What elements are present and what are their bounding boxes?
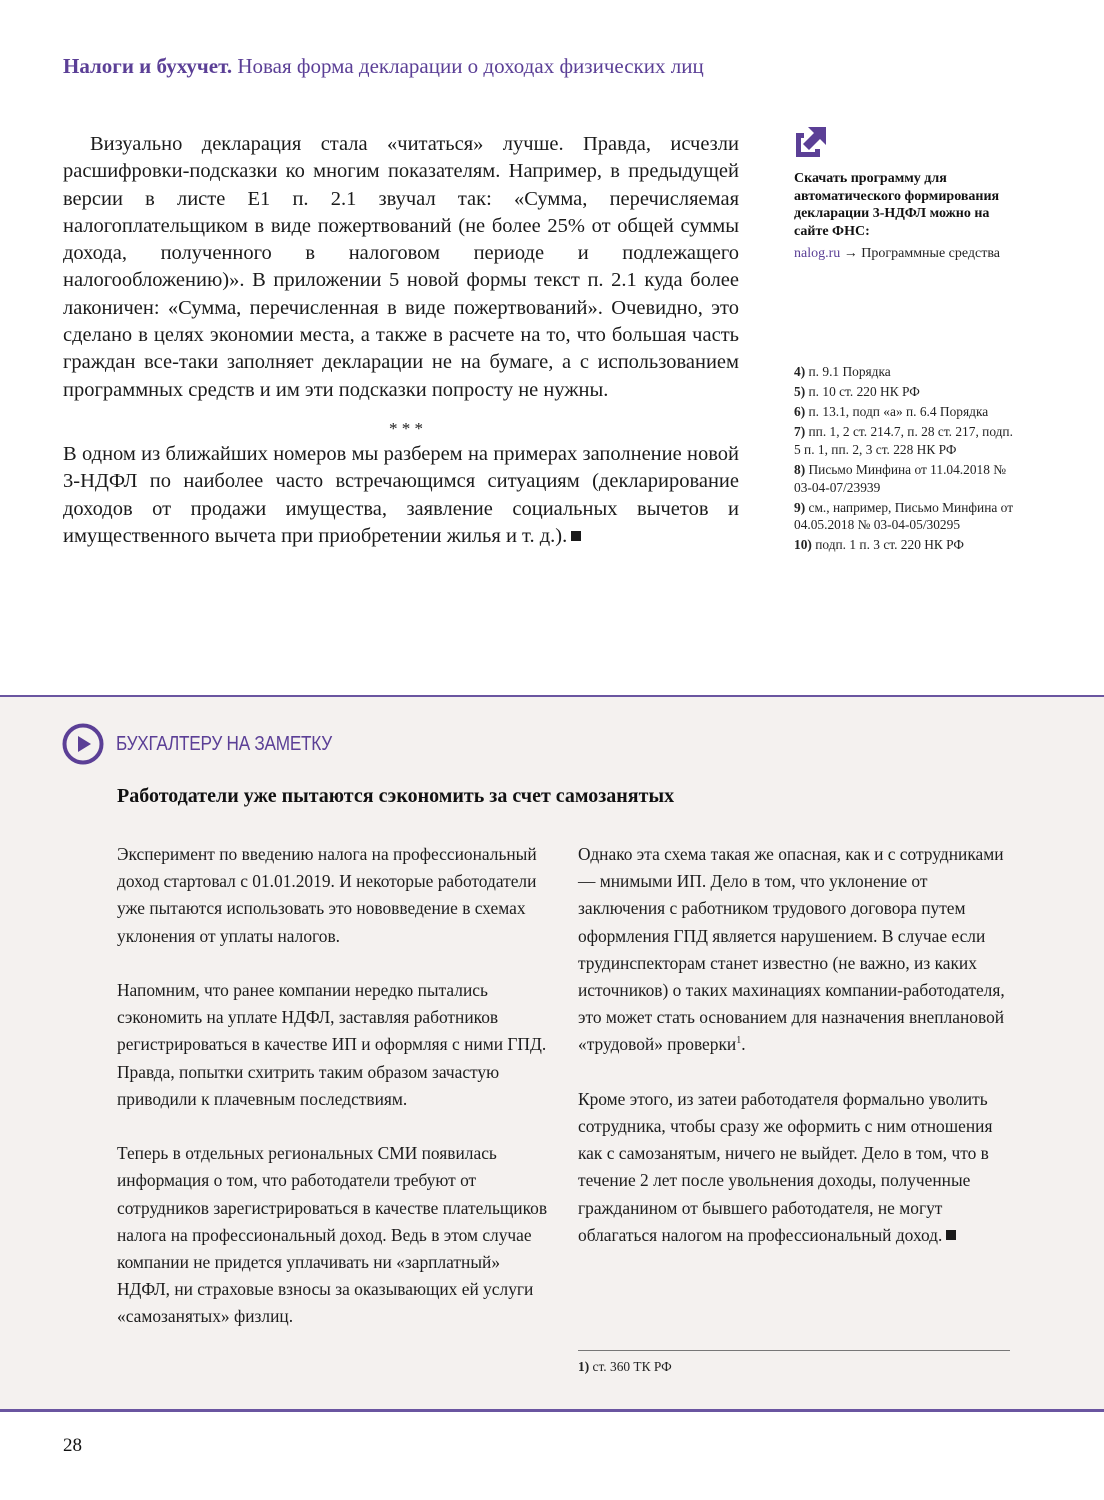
box-left-column [117,841,557,1358]
box-label: БУХГАЛТЕРУ НА ЗАМЕТКУ [116,732,332,755]
section-separator: * * * [389,418,423,438]
footnote-number: 5) [794,384,806,400]
box-right-column [578,841,1018,1276]
download-path [794,245,1014,263]
footnotes-list [794,363,1019,556]
box-paragraph [578,841,1018,1059]
footnote-text: п. 9.1 Порядка [808,364,891,379]
article-title: Новая форма декларации о доходах физических лиц [237,54,704,78]
external-link-icon [794,125,828,159]
end-mark-icon [571,531,581,541]
footnote-item [794,461,1019,496]
section-name: Налоги и бухучет. [63,54,233,78]
footnote-item [794,423,1019,458]
footnote-ref[interactable]: 1 [736,1035,742,1047]
footnote-number: 1) [578,1359,590,1374]
footnote-text: см., например, Письмо Минфина от 04.05.2018 № 03-04-05/30295 [794,499,1014,533]
arrow-icon: → [843,246,858,262]
nalog-link[interactable]: nalog.ru [794,246,841,262]
footnote-text: подп. 1 п. 3 ст. 220 НК РФ [815,537,964,553]
footnote-number: 6) [794,404,806,420]
closing-paragraph [63,441,739,550]
footnote-item [794,403,1019,421]
box-paragraph: Эксперимент по введению налога на профессиональный доход стартовал с 01.01.2019. И некоторые работодатели уже пытаются использовать это нововведение в схемах уклонения от уплаты налогов. [117,844,537,946]
box-paragraph: Теперь в отдельных региональных СМИ появилась информация о том, что работодатели требуют от сотрудников зарегистрироваться в качестве плательщиков налога на профессиональный доход. Ведь в этом случае компании не придется уплачивать ни «зарплатный» НДФЛ, ни страховые взносы за оказывающих ей услуги «самозанятых» физлиц. [117,1143,548,1327]
box-footnote [578,1359,672,1375]
box-title: Работодатели уже пытаются сэкономить за счет самозанятых [117,785,675,807]
main-article-column [63,131,739,550]
body-paragraph: Визуально декларация стала «читаться» лучше. Правда, исчезли расшифровки-подсказки ко многим показателям. Например, в предыдущей версии в листе Е1 п. 2.1 звучал так: «Сумма, перечисляемая налогоплательщиком в виде пожертвований (не более 25% от общей суммы дохода, полученного в налоговом периоде и подлежащего налогообложению)». В приложении 5 новой формы текст п. 2.1 куда более лаконичен: «Сумма, перечисленная в виде пожертвований». Очевидно, это сделано в целях экономии места, а также в расчете на то, что большая часть граждан все-таки заполняет декларации не на бумаге, а с использованием программных средств и им эти подсказки попросту не нужны. [63,133,739,401]
accountant-note-box [0,695,1104,1412]
end-mark-icon [946,1230,956,1240]
box-paragraph: Напомним, что ранее компании нередко пытались сэкономить на уплате НДФЛ, заставляя работников регистрироваться в качестве ИП и оформляя с ними ГПД. Правда, попытки схитрить таким образом зачастую приводили к плачевным последствиям. [117,980,547,1109]
running-header [63,54,704,79]
footnote-text: пп. 1, 2 ст. 214.7, п. 28 ст. 217, подп. 5 п. 1, пп. 2, 3 ст. 228 НК РФ [794,424,1013,457]
page-number: 28 [63,1435,82,1456]
download-title: Скачать программу для автоматического формирования декларации 3-НДФЛ можно на сайте ФНС: [794,171,1000,239]
footnote-number: 7) [794,424,806,440]
footnote-number: 8) [794,461,806,477]
footnote-item [794,383,1019,401]
download-sidebar [794,125,1014,263]
box-paragraph [578,1086,1018,1249]
paragraph-end: . [741,1034,746,1055]
footnote-divider [578,1350,1010,1351]
footnote-item [794,536,1019,554]
box-header [62,723,367,765]
footnote-number: 4) [794,364,806,379]
footnote-text: ст. 360 ТК РФ [592,1359,672,1374]
path-text: Программные средства [861,246,1001,262]
footnote-number: 9) [794,499,806,515]
closing-text: В одном из ближайших номеров мы разберем на примерах заполнение новой 3-НДФЛ по наиболее часто встречающимся ситуациям (декларирование доходов от продажи имущества, заявление социальных вычетов и имущественного вычета при приобретении жилья и т. д.). [63,442,739,547]
footnote-text: п. 10 ст. 220 НК РФ [808,384,920,400]
footnote-text: п. 13.1, подп «а» п. 6.4 Порядка [808,404,989,420]
paragraph-text: Однако эта схема такая же опасная, как и с сотрудниками — мнимыми ИП. Дело в том, что уклонение от заключения с работником трудового договора путем оформления ГПД является нарушением. В случае если трудинспекторам станет известно (не важно, из каких источников) о таких махинациях компании-работодателя, это может стать основанием для назначения внеплановой «трудовой» проверки [578,844,1005,1055]
footnote-number: 10) [794,537,812,553]
footnote-item [794,499,1019,534]
paragraph-text: Кроме этого, из затеи работодателя формально уволить сотрудника, чтобы сразу же оформить с ним отношения как с самозанятым, ничего не выйдет. Дело в том, что в течение 2 лет после увольнения доходы, полученные гражданином от бывшего работодателя, не могут облагаться налогом на профессиональный доход. [578,1088,993,1245]
footnote-item [794,363,1019,381]
footnote-text: Письмо Минфина от 11.04.2018 № 03-04-07/23939 [794,461,1007,495]
play-icon [62,723,104,765]
